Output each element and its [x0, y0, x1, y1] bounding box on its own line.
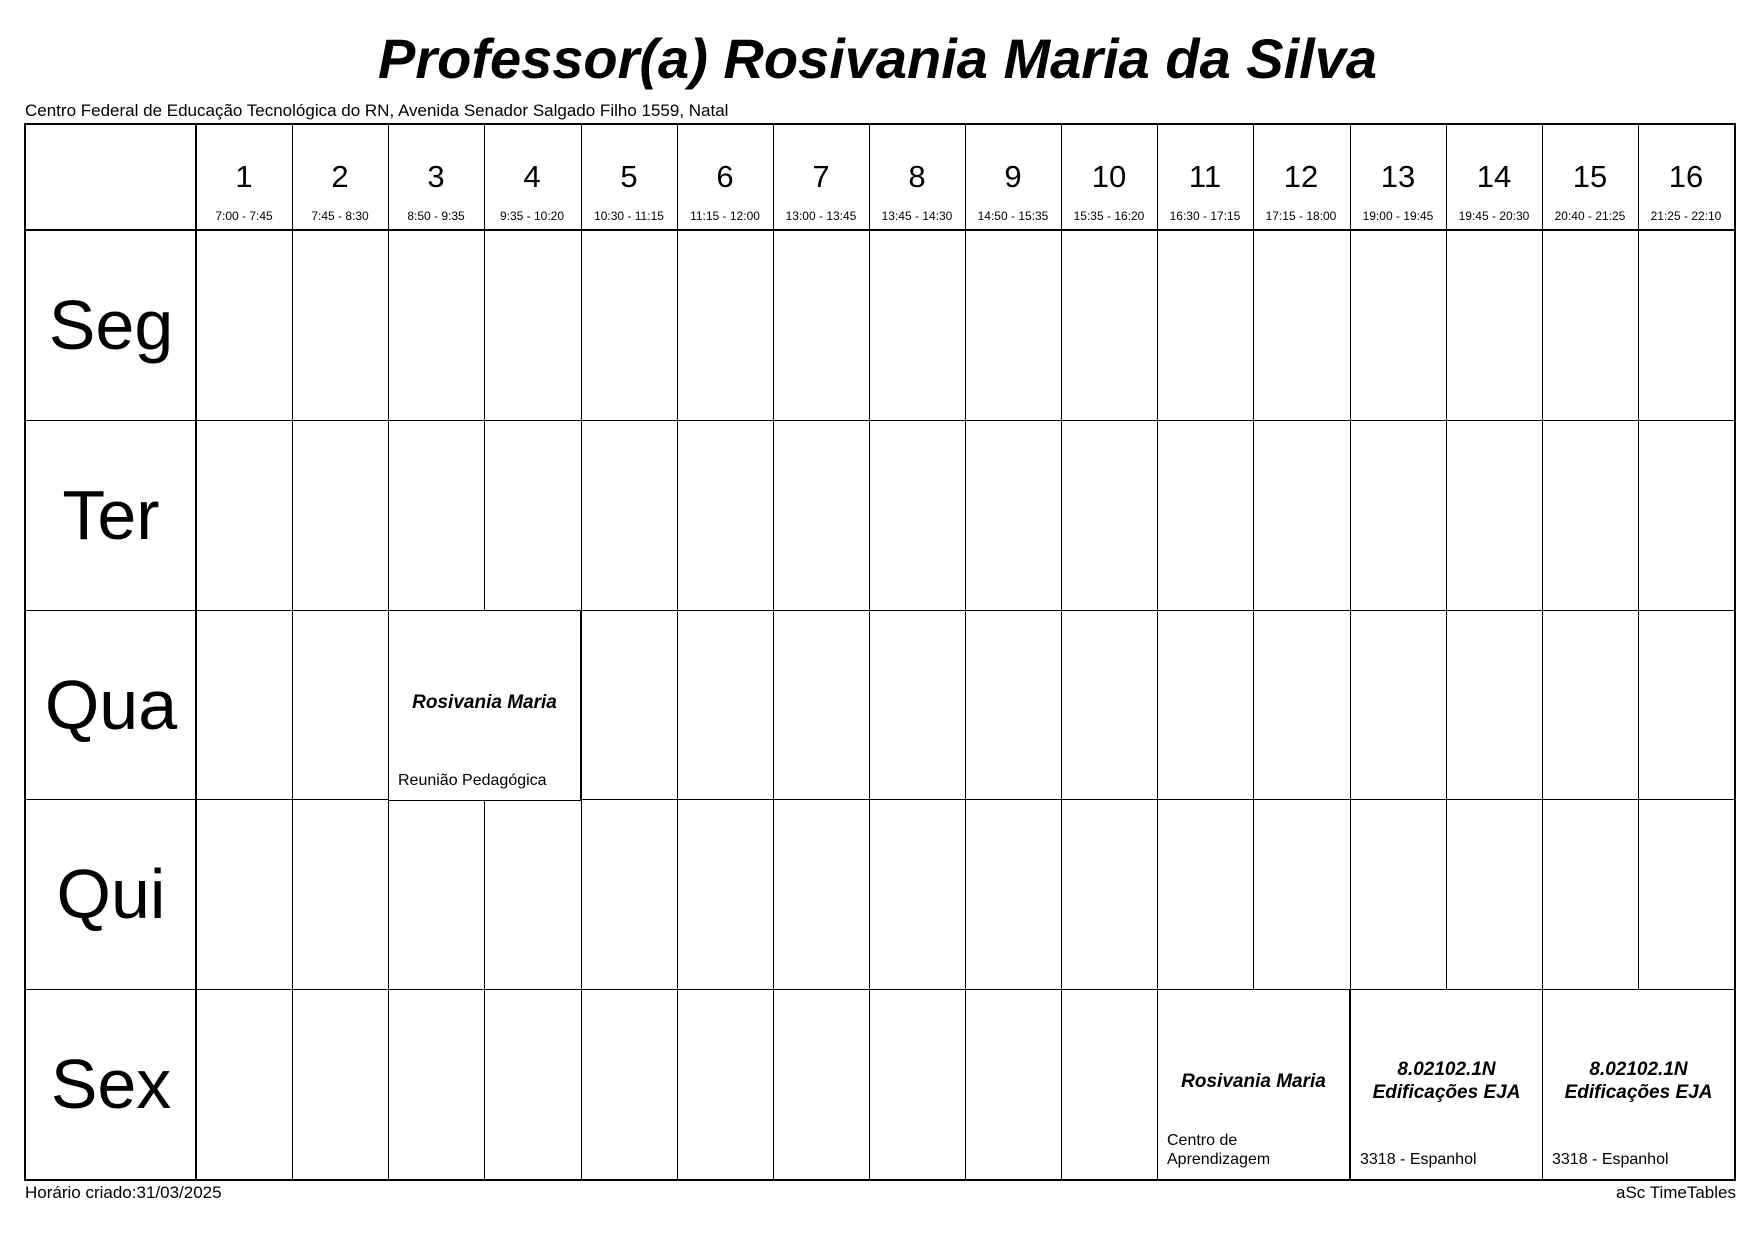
day-label: Sex: [50, 1045, 172, 1123]
period-time: 7:45 - 8:30: [311, 209, 369, 223]
created-date: Horário criado:31/03/2025: [25, 1183, 222, 1202]
period-number: 9: [1004, 159, 1022, 194]
period-number: 16: [1668, 159, 1704, 194]
brand-label: aSc TimeTables: [1616, 1183, 1736, 1202]
period-number: 14: [1476, 159, 1512, 194]
period-divider: [965, 125, 966, 1179]
period-number: 4: [523, 159, 541, 194]
lesson-detail: 3318 - Espanhol: [1360, 1151, 1477, 1168]
period-number: 11: [1188, 159, 1222, 194]
school-address: Centro Federal de Educação Tecnológica do RN, Avenida Senador Salgado Filho 1559, Natal: [25, 101, 729, 120]
period-divider: [292, 125, 293, 1179]
period-number: 13: [1380, 159, 1416, 194]
period-time: 13:00 - 13:45: [785, 209, 857, 223]
period-time: 9:35 - 10:20: [499, 209, 565, 223]
lesson-detail: Reunião Pedagógica: [398, 772, 547, 789]
period-number: 15: [1572, 159, 1608, 194]
page-title: Professor(a) Rosivania Maria da Silva: [377, 27, 1378, 90]
lesson-title: Rosivania Maria: [1181, 1071, 1326, 1092]
period-divider: [1061, 125, 1062, 1179]
lesson-detail: Centro de Aprendizagem: [1167, 1132, 1271, 1168]
period-time: 20:40 - 21:25: [1554, 209, 1626, 223]
period-time: 11:15 - 12:00: [690, 209, 760, 223]
period-number: 6: [716, 159, 734, 194]
period-divider: [869, 125, 870, 1179]
period-divider: [581, 125, 582, 1179]
period-number: 2: [331, 159, 349, 194]
period-time: 7:00 - 7:45: [215, 209, 273, 223]
lesson-card[interactable]: [1350, 989, 1543, 1180]
period-number: 12: [1283, 159, 1319, 194]
day-row-divider: [26, 799, 1734, 800]
period-time: 13:45 - 14:30: [881, 209, 953, 223]
period-time: 10:30 - 11:15: [594, 209, 664, 223]
period-time: 15:35 - 16:20: [1073, 209, 1145, 223]
day-column-divider: [195, 125, 197, 1179]
period-time: 19:00 - 19:45: [1362, 209, 1434, 223]
day-label: Ter: [62, 476, 160, 554]
lesson-title: 8.02102.1N Edificações EJA: [1372, 1059, 1521, 1103]
lesson-title: 8.02102.1N Edificações EJA: [1564, 1059, 1713, 1103]
day-label: Qui: [56, 855, 166, 933]
period-divider: [773, 125, 774, 1179]
lesson-title: Rosivania Maria: [412, 692, 557, 713]
period-time: 8:50 - 9:35: [407, 209, 465, 223]
lesson-card[interactable]: [1542, 989, 1735, 1180]
period-number: 5: [620, 159, 638, 194]
period-number: 8: [908, 159, 926, 194]
timetable-grid: [24, 123, 1736, 1181]
period-number: 7: [812, 159, 830, 194]
period-number: 10: [1091, 159, 1127, 194]
period-time: 14:50 - 15:35: [977, 209, 1049, 223]
period-time: 16:30 - 17:15: [1169, 209, 1241, 223]
header-divider: [26, 229, 1734, 231]
day-label: Seg: [48, 286, 174, 364]
day-row-divider: [26, 420, 1734, 421]
day-row-divider: [26, 610, 1734, 611]
lesson-detail: 3318 - Espanhol: [1552, 1151, 1669, 1168]
period-number: 1: [235, 159, 253, 194]
lesson-card[interactable]: [388, 610, 581, 801]
period-time: 17:15 - 18:00: [1265, 209, 1337, 223]
lesson-card[interactable]: [1157, 989, 1350, 1180]
period-number: 3: [427, 159, 445, 194]
period-time: 21:25 - 22:10: [1650, 209, 1722, 223]
period-divider: [677, 125, 678, 1179]
day-label: Qua: [44, 666, 178, 744]
period-time: 19:45 - 20:30: [1458, 209, 1530, 223]
